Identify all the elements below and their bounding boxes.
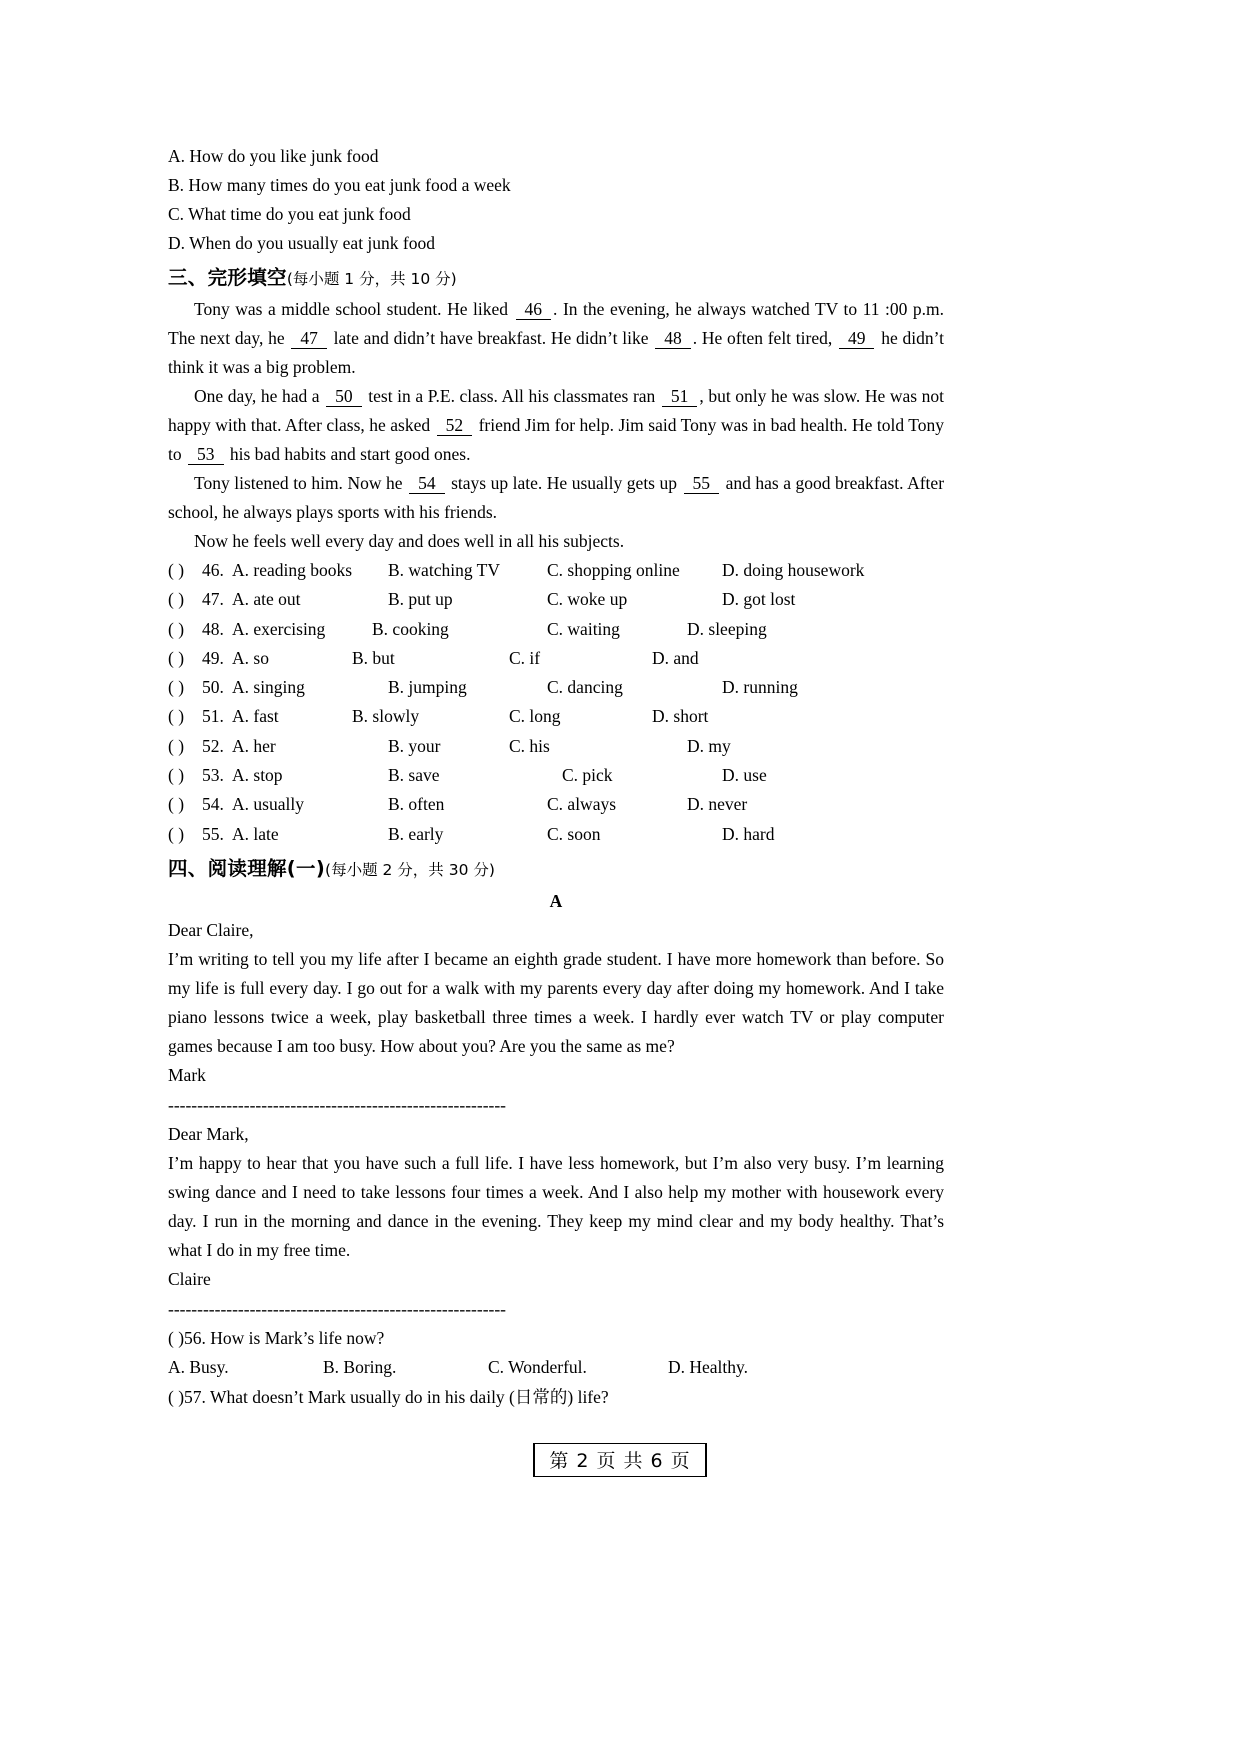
option-A[interactable]: A. singing bbox=[232, 677, 305, 698]
cloze-question-row bbox=[168, 732, 944, 761]
divider-dashes: ---------------------------------------------------------- bbox=[168, 1094, 507, 1115]
option-B[interactable]: B. your bbox=[388, 735, 441, 756]
option-B[interactable]: B. watching TV bbox=[388, 560, 500, 580]
option-line: D. When do you usually eat junk food bbox=[168, 233, 435, 253]
cloze-question-row bbox=[168, 702, 944, 731]
option-C[interactable]: C. woke up bbox=[547, 589, 628, 610]
cloze-paragraph: Tony was a middle school student. He liked 46 . In the evening, he always watched TV to 11 :00 p.m. The next day, he 47 late and didn’t have breakfast. He didn’t like 48 . He often felt tired, 49 he didn’t think it was a big problem. bbox=[168, 299, 944, 377]
option-A[interactable]: A. usually bbox=[232, 794, 304, 815]
cloze-question-row bbox=[168, 820, 944, 849]
question-number: 48. bbox=[202, 618, 224, 639]
option-A[interactable]: A. her bbox=[232, 735, 276, 756]
reading-option-row bbox=[168, 1353, 944, 1382]
option-D[interactable]: D. my bbox=[687, 735, 731, 756]
answer-bracket[interactable]: ( ) bbox=[168, 647, 185, 668]
section-three-heading bbox=[168, 262, 944, 295]
question-number: 46. bbox=[202, 560, 224, 580]
letter-signature: Mark bbox=[168, 1064, 206, 1085]
cloze-question-row bbox=[168, 673, 944, 702]
cloze-blank-55[interactable]: 55 bbox=[684, 473, 720, 494]
option-A[interactable]: A. fast bbox=[232, 706, 279, 727]
cloze-blank-47[interactable]: 47 bbox=[291, 328, 327, 349]
answer-bracket[interactable]: ( ) bbox=[168, 794, 185, 815]
cloze-blank-48[interactable]: 48 bbox=[655, 328, 691, 349]
letter-signature: Claire bbox=[168, 1268, 211, 1289]
option-D[interactable]: D. never bbox=[687, 794, 748, 815]
option-D[interactable]: D. got lost bbox=[722, 589, 796, 610]
option-D[interactable]: D. doing housework bbox=[722, 560, 865, 580]
section-four-score-note: (每小题 2 分，共 30 分) bbox=[325, 860, 495, 879]
option-B[interactable]: B. often bbox=[388, 794, 445, 815]
page-footer bbox=[0, 1443, 1240, 1477]
cloze-blank-50[interactable]: 50 bbox=[326, 386, 362, 407]
letter-from-mark bbox=[168, 916, 944, 1090]
option-A[interactable]: A. reading books bbox=[232, 560, 353, 580]
question-number: 51. bbox=[202, 706, 224, 727]
answer-bracket[interactable]: ( ) bbox=[168, 1327, 185, 1348]
cloze-question-row bbox=[168, 585, 944, 614]
option-A[interactable]: A. so bbox=[232, 647, 269, 668]
option-B[interactable]: B. put up bbox=[388, 589, 453, 610]
option-C[interactable]: C. Wonderful. bbox=[488, 1357, 587, 1378]
option-B[interactable]: B. jumping bbox=[388, 677, 467, 698]
option-A[interactable]: A. ate out bbox=[232, 589, 301, 610]
answer-bracket[interactable]: ( ) bbox=[168, 618, 185, 639]
letter-salutation: Dear Claire, bbox=[168, 919, 254, 940]
option-A[interactable]: A. exercising bbox=[232, 618, 326, 639]
question-number: 50. bbox=[202, 677, 224, 698]
question-number: 56. bbox=[184, 1327, 211, 1348]
section-four-title: 阅读理解(一) bbox=[207, 856, 326, 880]
option-C[interactable]: C. shopping online bbox=[547, 560, 680, 580]
option-line: B. How many times do you eat junk food a week bbox=[168, 175, 511, 195]
option-D[interactable]: D. Healthy. bbox=[668, 1357, 749, 1378]
cloze-paragraph: One day, he had a 50 test in a P.E. class. All his classmates ran 51 , but only he was slow. He was not happy with that. After class, he asked 52 friend Jim for help. Jim said Tony was in bad health. He told Tony to 53 his bad habits and start good ones. bbox=[168, 386, 944, 464]
question-number: 54. bbox=[202, 794, 224, 815]
option-line: C. What time do you eat junk food bbox=[168, 204, 411, 224]
option-C[interactable]: C. pick bbox=[562, 765, 613, 786]
cloze-blank-49[interactable]: 49 bbox=[839, 328, 875, 349]
cloze-blank-52[interactable]: 52 bbox=[437, 415, 473, 436]
question-number: 53. bbox=[202, 765, 224, 786]
letter-from-claire bbox=[168, 1120, 944, 1294]
cloze-paragraph: Tony listened to him. Now he 54 stays up late. He usually gets up 55 and has a good breakfast. After school, he always plays sports with his friends. bbox=[168, 473, 945, 522]
cloze-blank-51[interactable]: 51 bbox=[662, 386, 698, 407]
question-number: 55. bbox=[202, 823, 224, 844]
option-C[interactable]: C. if bbox=[509, 647, 541, 668]
option-D[interactable]: D. short bbox=[652, 706, 709, 727]
option-D[interactable]: D. sleeping bbox=[687, 618, 767, 639]
cloze-blank-53[interactable]: 53 bbox=[188, 444, 224, 465]
section-three-number: 三、 bbox=[168, 266, 208, 289]
answer-bracket[interactable]: ( ) bbox=[168, 589, 185, 610]
option-B[interactable]: B. cooking bbox=[372, 618, 449, 639]
option-B[interactable]: B. save bbox=[388, 765, 440, 786]
option-C[interactable]: C. dancing bbox=[547, 677, 623, 698]
cloze-question-row bbox=[168, 761, 944, 790]
option-C[interactable]: C. long bbox=[509, 706, 561, 727]
answer-bracket[interactable]: ( ) bbox=[168, 1386, 185, 1407]
section-four-heading bbox=[168, 853, 944, 886]
question-stem: How is Mark’s life now? bbox=[210, 1327, 385, 1348]
option-C[interactable]: C. his bbox=[509, 735, 550, 756]
letter-body: I’m writing to tell you my life after I became an eighth grade student. I have more homework than before. So my life is full every day. I go out for a walk with my parents every day after doing my homework. And I take piano lessons twice a week, play basketball three times a week. I hardly ever watch TV or play computer games because I am too busy. How about you? Are you the same as me? bbox=[168, 948, 944, 1056]
answer-bracket[interactable]: ( ) bbox=[168, 735, 185, 756]
section-four-number: 四、 bbox=[168, 856, 208, 880]
cloze-question-row bbox=[168, 644, 944, 673]
option-C[interactable]: C. soon bbox=[547, 823, 601, 844]
option-A[interactable]: A. stop bbox=[232, 765, 283, 786]
section-three-title: 完形填空 bbox=[207, 266, 287, 289]
reading-question-stem-row bbox=[168, 1383, 944, 1412]
answer-bracket[interactable]: ( ) bbox=[168, 560, 185, 580]
question-number: 57. bbox=[184, 1386, 210, 1407]
previous-question-options bbox=[168, 142, 944, 258]
option-A[interactable]: A. Busy. bbox=[168, 1357, 229, 1378]
option-B[interactable]: B. early bbox=[388, 823, 444, 844]
exam-page-content bbox=[168, 142, 944, 1412]
option-A[interactable]: A. late bbox=[232, 823, 279, 844]
cloze-paragraph: Now he feels well every day and does well in all his subjects. bbox=[194, 531, 625, 551]
option-C[interactable]: C. waiting bbox=[547, 618, 620, 639]
page-number-label: 第 2 页 共 6 页 bbox=[533, 1443, 706, 1477]
answer-bracket[interactable]: ( ) bbox=[168, 706, 185, 727]
question-number: 49. bbox=[202, 647, 224, 668]
question-number: 47. bbox=[202, 589, 224, 610]
answer-bracket[interactable]: ( ) bbox=[168, 765, 185, 786]
letter-body: I’m happy to hear that you have such a full life. I have less homework, but I’m also very busy. I’m learning swing dance and I need to take lessons four times a week. And I also help my mother with housework every day. I run in the morning and dance in the evening. They keep my mind clear and my body healthy. That’s what I do in my free time. bbox=[168, 1152, 944, 1260]
question-stem: What doesn’t Mark usually do in his daily (日常的) life? bbox=[209, 1386, 609, 1407]
option-line: A. How do you like junk food bbox=[168, 146, 379, 166]
reading-question-stem-row bbox=[168, 1324, 944, 1353]
option-B[interactable]: B. Boring. bbox=[323, 1357, 397, 1378]
question-number: 52. bbox=[202, 735, 224, 756]
option-D[interactable]: D. hard bbox=[722, 823, 775, 844]
answer-bracket[interactable]: ( ) bbox=[168, 823, 185, 844]
cloze-question-row bbox=[168, 556, 944, 585]
reading-question-list bbox=[168, 1324, 944, 1412]
cloze-question-row bbox=[168, 790, 944, 819]
divider-dashes: ---------------------------------------------------------- bbox=[168, 1298, 507, 1319]
option-C[interactable]: C. always bbox=[547, 794, 617, 815]
cloze-blank-54[interactable]: 54 bbox=[409, 473, 445, 494]
option-B[interactable]: B. but bbox=[352, 647, 395, 668]
cloze-question-row bbox=[168, 615, 944, 644]
option-B[interactable]: B. slowly bbox=[352, 706, 420, 727]
cloze-passage bbox=[168, 295, 944, 556]
cloze-question-list bbox=[168, 556, 944, 849]
option-D[interactable]: D. running bbox=[722, 677, 798, 698]
letter-salutation: Dear Mark, bbox=[168, 1123, 249, 1144]
passage-label-a: A bbox=[549, 890, 563, 911]
answer-bracket[interactable]: ( ) bbox=[168, 677, 185, 698]
option-D[interactable]: D. use bbox=[722, 765, 767, 786]
cloze-blank-46[interactable]: 46 bbox=[516, 299, 552, 320]
option-D[interactable]: D. and bbox=[652, 647, 699, 668]
section-three-score-note: (每小题 1 分，共 10 分) bbox=[286, 270, 457, 288]
